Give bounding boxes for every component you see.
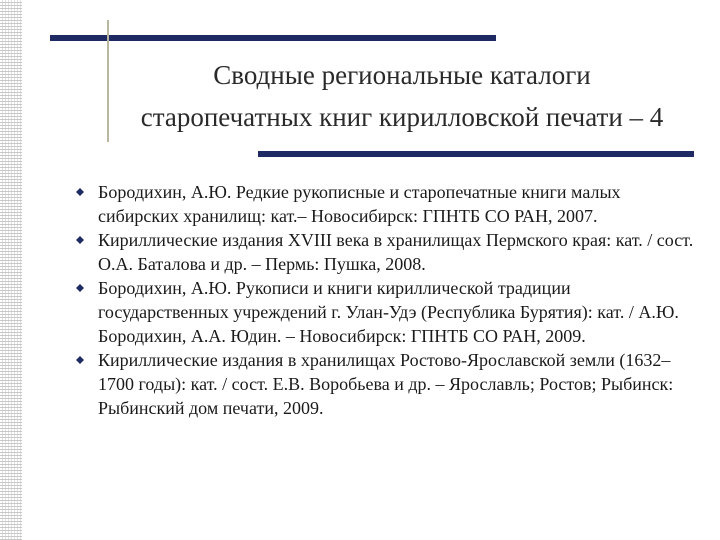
- list-item-text: Кириллические издания в хранилищах Ростово-Ярославской земли (1632–1700 годы): кат. / сост. Е.В. Воробьева и др. – Ярославль; Ростов; Рыбинск: Рыбинский дом печати, 2009.: [98, 350, 674, 418]
- title-top-rule: [50, 35, 496, 41]
- list-item: [76, 180, 696, 228]
- decorative-side-stripe: [0, 0, 22, 540]
- list-item: [76, 228, 696, 276]
- list-item: [76, 276, 696, 348]
- slide-title-line-2: старопечатных книг кирилловской печати – 4: [140, 102, 664, 132]
- diamond-bullet-icon: [76, 236, 84, 244]
- title-bottom-rule: [258, 151, 694, 157]
- diamond-bullet-icon: [76, 188, 84, 196]
- title-vertical-rule: [107, 20, 109, 142]
- slide-title: [112, 54, 692, 138]
- diamond-bullet-icon: [76, 284, 84, 292]
- bibliography-list: [76, 180, 696, 420]
- list-item-text: Кириллические издания XVIII века в хранилищах Пермского края: кат. / сост. О.А. Баталова и др. – Пермь: Пушка, 2008.: [98, 230, 694, 274]
- list-item: [76, 348, 696, 420]
- list-item-text: Бородихин, А.Ю. Редкие рукописные и старопечатные книги малых сибирских хранилищ: кат.– Новосибирск: ГПНТБ СО РАН, 2007.: [98, 182, 621, 226]
- slide-title-line-1: Сводные региональные каталоги: [213, 60, 591, 90]
- list-item-text: Бородихин, А.Ю. Рукописи и книги кириллической традиции государственных учреждений г. Улан-Удэ (Республика Бурятия): кат. / А.Ю. Бородихин, А.А. Юдин. – Новосибирск: ГПНТБ СО РАН, 2009.: [98, 278, 679, 346]
- diamond-bullet-icon: [76, 356, 84, 364]
